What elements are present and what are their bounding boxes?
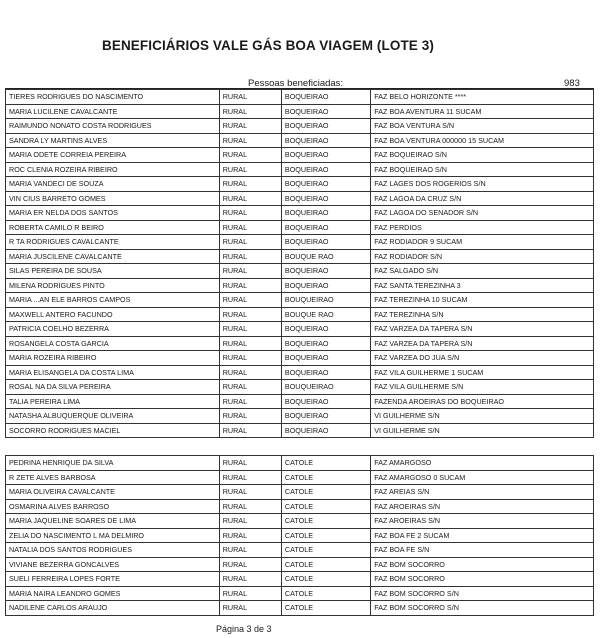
beneficiaries-label: Pessoas beneficiadas: [248, 78, 344, 89]
zone: RURAL [219, 119, 281, 134]
beneficiary-name: MARIA ER NELDA DOS SANTOS [6, 206, 220, 221]
address: FAZ BOQUEIRAO S/N [371, 148, 594, 163]
table-row [6, 206, 594, 221]
table-row [6, 133, 594, 148]
zone: RURAL [219, 543, 281, 558]
zone: RURAL [219, 278, 281, 293]
address: FAZ BOA FE 2 SUCAM [371, 528, 594, 543]
locality: BOQUEIRAO [281, 365, 370, 380]
table-row [6, 191, 594, 206]
beneficiary-name: MARIA OLIVEIRA CAVALCANTE [6, 485, 220, 500]
zone: RURAL [219, 351, 281, 366]
beneficiary-name: MARIA ODETE CORREIA PEREIRA [6, 148, 220, 163]
address: FAZ BOM SOCORRO S/N [371, 601, 594, 616]
beneficiary-name: MARIA VANDECI DE SOUZA [6, 177, 220, 192]
address: FAZ PERDIOS [371, 220, 594, 235]
address: FAZ BOM SOCORRO [371, 572, 594, 587]
beneficiaries-count: 983 [564, 78, 580, 89]
zone: RURAL [219, 409, 281, 424]
locality: BOUQUEIRAO [281, 293, 370, 308]
table-row [6, 90, 594, 105]
address: FAZ AMARGOSO 0 SUCAM [371, 470, 594, 485]
beneficiary-name: VIN CIUS BARRETO GOMES [6, 191, 220, 206]
beneficiary-name: MARIA JUSCILENE CAVALCANTE [6, 249, 220, 264]
locality: CATOLE [281, 470, 370, 485]
address: FAZ LAGES DOS ROGERIOS S/N [371, 177, 594, 192]
zone: RURAL [219, 191, 281, 206]
address: FAZ VILA GUILHERME 1 SUCAM [371, 365, 594, 380]
address: FAZ VARZEA DA TAPERA S/N [371, 322, 594, 337]
zone: RURAL [219, 423, 281, 438]
locality: BOQUEIRAO [281, 104, 370, 119]
table-row [6, 528, 594, 543]
beneficiary-name: MARIA NAIRA LEANDRO GOMES [6, 586, 220, 601]
locality: BOQUEIRAO [281, 394, 370, 409]
beneficiary-name: MAXWELL ANTERO FACUNDO [6, 307, 220, 322]
table-row [6, 220, 594, 235]
table-row [6, 572, 594, 587]
beneficiary-name: VIVIANE BEZERRA GONCALVES [6, 557, 220, 572]
beneficiaries-table-boqueirao [5, 89, 594, 438]
locality: BOQUEIRAO [281, 191, 370, 206]
zone: RURAL [219, 322, 281, 337]
table-row [6, 456, 594, 471]
beneficiary-name: R TA RODRIGUES CAVALCANTE [6, 235, 220, 250]
table-row [6, 499, 594, 514]
table-row [6, 586, 594, 601]
locality: CATOLE [281, 485, 370, 500]
table-row [6, 365, 594, 380]
locality: BOQUEIRAO [281, 409, 370, 424]
table-row [6, 557, 594, 572]
zone: RURAL [219, 148, 281, 163]
beneficiary-name: SANDRA LY MARTINS ALVES [6, 133, 220, 148]
locality: BOUQUE RAO [281, 249, 370, 264]
locality: BOQUEIRAO [281, 177, 370, 192]
locality: BOQUEIRAO [281, 336, 370, 351]
address: FAZ TEREZINHA S/N [371, 307, 594, 322]
address: FAZ AREIAS S/N [371, 485, 594, 500]
address: VI GUILHERME S/N [371, 423, 594, 438]
locality: CATOLE [281, 499, 370, 514]
locality: BOUQUE RAO [281, 307, 370, 322]
address: FAZ SANTA TEREZINHA 3 [371, 278, 594, 293]
address: FAZ BOA VENTURA S/N [371, 119, 594, 134]
address: FAZ VILA GUILHERME S/N [371, 380, 594, 395]
address: FAZ BOM SOCORRO [371, 557, 594, 572]
address: FAZ VARZEA DO JUA S/N [371, 351, 594, 366]
table-row [6, 601, 594, 616]
zone: RURAL [219, 572, 281, 587]
table-row [6, 293, 594, 308]
address: FAZ BOA FE S/N [371, 543, 594, 558]
zone: RURAL [219, 557, 281, 572]
beneficiary-name: MARIA ELISANGELA DA COSTA LIMA [6, 365, 220, 380]
table-row [6, 322, 594, 337]
table-row [6, 104, 594, 119]
table-row [6, 249, 594, 264]
locality: CATOLE [281, 557, 370, 572]
beneficiary-name: ROSAL NA DA SILVA PEREIRA [6, 380, 220, 395]
beneficiary-name: R ZETE ALVES BARBOSA [6, 470, 220, 485]
zone: RURAL [219, 456, 281, 471]
beneficiary-name: ZELIA DO NASCIMENTO L MA DELMIRO [6, 528, 220, 543]
table-row [6, 394, 594, 409]
locality: CATOLE [281, 514, 370, 529]
zone: RURAL [219, 307, 281, 322]
zone: RURAL [219, 293, 281, 308]
address: FAZ VARZEA DA TAPERA S/N [371, 336, 594, 351]
address: FAZENDA AROEIRAS DO BOQUEIRAO [371, 394, 594, 409]
locality: BOQUEIRAO [281, 119, 370, 134]
zone: RURAL [219, 206, 281, 221]
locality: BOQUEIRAO [281, 235, 370, 250]
document-title: BENEFICIÁRIOS VALE GÁS BOA VIAGEM (LOTE 3) [102, 38, 434, 53]
beneficiary-name: MARIA LUCILENE CAVALCANTE [6, 104, 220, 119]
address: FAZ AROEIRAS S/N [371, 514, 594, 529]
beneficiary-name: NATASHA ALBUQUERQUE OLIVEIRA [6, 409, 220, 424]
locality: BOQUEIRAO [281, 133, 370, 148]
zone: RURAL [219, 264, 281, 279]
beneficiary-name: TIERES RODRIGUES DO NASCIMENTO [6, 90, 220, 105]
beneficiary-name: PEDRINA HENRIQUE DA SILVA [6, 456, 220, 471]
beneficiary-name: SUELI FERREIRA LOPES FORTE [6, 572, 220, 587]
zone: RURAL [219, 249, 281, 264]
zone: RURAL [219, 601, 281, 616]
address: FAZ BELO HORIZONTE **** [371, 90, 594, 105]
address: FAZ RODIADOR S/N [371, 249, 594, 264]
beneficiary-name: MARIA JAQUELINE SOARES DE LIMA [6, 514, 220, 529]
locality: BOQUEIRAO [281, 148, 370, 163]
table-row [6, 543, 594, 558]
locality: BOQUEIRAO [281, 351, 370, 366]
locality: CATOLE [281, 586, 370, 601]
beneficiary-name: TALIA PEREIRA LIMA [6, 394, 220, 409]
beneficiary-name: NATALIA DOS SANTOS RODRIGUES [6, 543, 220, 558]
address: FAZ TEREZINHA 10 SUCAM [371, 293, 594, 308]
address: VI GUILHERME S/N [371, 409, 594, 424]
beneficiary-name: RAIMUNDO NONATO COSTA RODRIGUES [6, 119, 220, 134]
zone: RURAL [219, 90, 281, 105]
table-row [6, 177, 594, 192]
beneficiary-name: MARIA ROZEIRA RIBEIRO [6, 351, 220, 366]
zone: RURAL [219, 133, 281, 148]
zone: RURAL [219, 394, 281, 409]
table-row [6, 235, 594, 250]
beneficiary-name: OSMARINA ALVES BARROSO [6, 499, 220, 514]
zone: RURAL [219, 514, 281, 529]
zone: RURAL [219, 336, 281, 351]
zone: RURAL [219, 220, 281, 235]
address: FAZ LAGOA DO SENADOR S/N [371, 206, 594, 221]
zone: RURAL [219, 365, 281, 380]
zone: RURAL [219, 470, 281, 485]
table-row [6, 423, 594, 438]
beneficiary-name: ROSANGELA COSTA GARCIA [6, 336, 220, 351]
beneficiary-name: NADILENE CARLOS ARAUJO [6, 601, 220, 616]
locality: CATOLE [281, 572, 370, 587]
table-row [6, 264, 594, 279]
address: FAZ BOQUEIRAO S/N [371, 162, 594, 177]
zone: RURAL [219, 162, 281, 177]
address: FAZ BOA VENTURA 000000 15 SUCAM [371, 133, 594, 148]
address: FAZ AROEIRAS S/N [371, 499, 594, 514]
address: FAZ LAGOA DA CRUZ S/N [371, 191, 594, 206]
locality: BOQUEIRAO [281, 278, 370, 293]
locality: BOQUEIRAO [281, 423, 370, 438]
table-row [6, 485, 594, 500]
zone: RURAL [219, 380, 281, 395]
locality: BOQUEIRAO [281, 220, 370, 235]
locality: BOQUEIRAO [281, 264, 370, 279]
beneficiary-name: ROC CLENIA ROZEIRA RIBEIRO [6, 162, 220, 177]
locality: CATOLE [281, 456, 370, 471]
table-row [6, 336, 594, 351]
locality: CATOLE [281, 601, 370, 616]
table-row [6, 119, 594, 134]
address: FAZ AMARGOSO [371, 456, 594, 471]
beneficiaries-table-catole [5, 455, 594, 616]
beneficiary-name: SOCORRO RODRIGUES MACIEL [6, 423, 220, 438]
zone: RURAL [219, 528, 281, 543]
locality: BOUQUEIRAO [281, 380, 370, 395]
table-row [6, 380, 594, 395]
address: FAZ RODIADOR 9 SUCAM [371, 235, 594, 250]
address: FAZ BOM SOCORRO S/N [371, 586, 594, 601]
table-row [6, 278, 594, 293]
table-row [6, 307, 594, 322]
locality: CATOLE [281, 543, 370, 558]
address: FAZ SALGADO S/N [371, 264, 594, 279]
beneficiary-name: MILENA RODRIGUES PINTO [6, 278, 220, 293]
beneficiary-name: PATRICIA COELHO BEZERRA [6, 322, 220, 337]
table-row [6, 514, 594, 529]
table-row [6, 148, 594, 163]
zone: RURAL [219, 499, 281, 514]
locality: BOQUEIRAO [281, 322, 370, 337]
zone: RURAL [219, 104, 281, 119]
beneficiary-name: MARIA ...AN ELE BARROS CAMPOS [6, 293, 220, 308]
table-row [6, 162, 594, 177]
locality: BOQUEIRAO [281, 206, 370, 221]
address: FAZ BOA AVENTURA 11 SUCAM [371, 104, 594, 119]
zone: RURAL [219, 177, 281, 192]
zone: RURAL [219, 485, 281, 500]
zone: RURAL [219, 235, 281, 250]
table-row [6, 409, 594, 424]
table-row [6, 351, 594, 366]
beneficiary-name: ROBERTA CAMILO R BEIRO [6, 220, 220, 235]
locality: BOQUEIRAO [281, 90, 370, 105]
page-number: Página 3 de 3 [216, 624, 272, 634]
beneficiary-name: SILAS PEREIRA DE SOUSA [6, 264, 220, 279]
zone: RURAL [219, 586, 281, 601]
locality: CATOLE [281, 528, 370, 543]
table-row [6, 470, 594, 485]
locality: BOQUEIRAO [281, 162, 370, 177]
